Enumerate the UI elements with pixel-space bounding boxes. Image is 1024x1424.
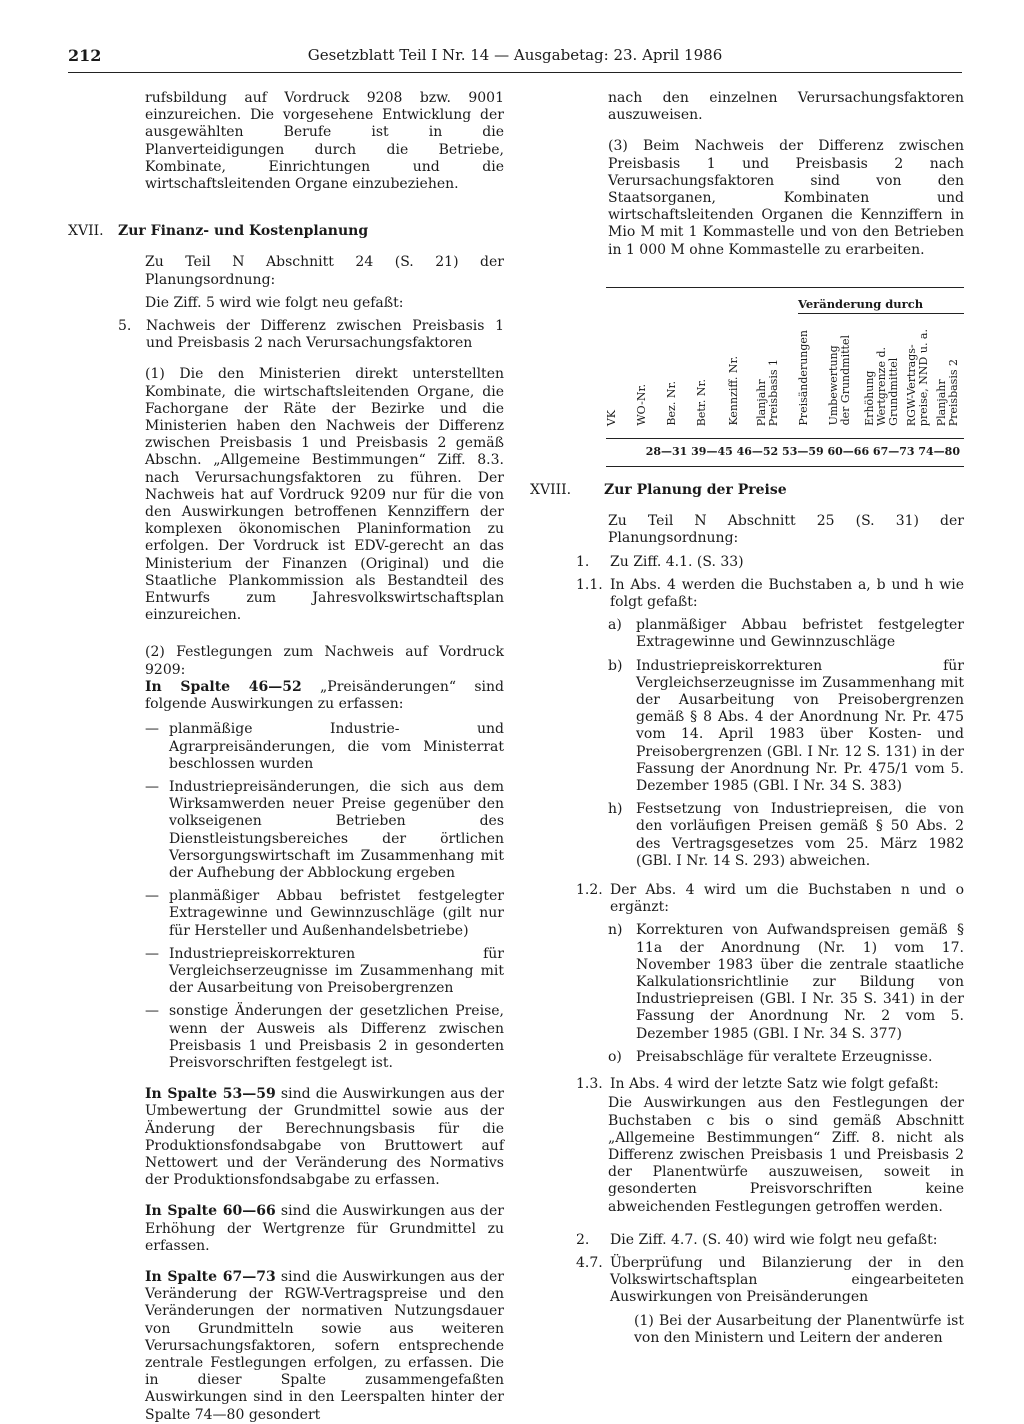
item-marker: h) (608, 801, 623, 818)
paragraph-3: (3) Beim Nachweis der Differenz zwischen Preisbasis 1 und Preisbasis 2 nach Verursachungsfaktoren sind von den Staatsorganen, Kombinaten und wirtschaftsleitenden Organen die Kennziffern in Mio M mit 1 Kommastelle und von den Betrieben in 1 000 M ohne Kommastelle zu erarbeiten. (608, 138, 964, 258)
left-column (68, 90, 504, 1424)
list-item-text: Industriepreiskorrekturen für Vergleichserzeugnisse im Zusammenhang mit der Ausarbeitung von Preisobergrenzen (169, 945, 504, 997)
item-a (530, 617, 964, 651)
spalte-text: sind die Auswirkungen aus der Umbewertung der Grundmittel sowie aus der Änderung der Berechnungsbasis für die Produktionsfondsabgabe von Bruttowert auf Nettowert und der Veränderung des Normativs der Produktionsfondsabgabe zu erfassen. (145, 1086, 504, 1189)
table-column-header: Erhöhung Wertgrenze d. Grundmittel (863, 346, 900, 426)
dash-marker: — (145, 888, 159, 905)
table-column-header: Betr. Nr. (695, 378, 708, 426)
spalte-ref: In Spalte 46—52 (145, 678, 302, 695)
item-marker: a) (608, 617, 622, 634)
item-marker: 1.3. (576, 1076, 603, 1093)
item-marker: n) (608, 922, 623, 939)
item-marker: 1. (576, 553, 590, 570)
item-text: Industriepreiskorrekturen für Vergleichserzeugnisse im Zusammenhang mit der Ausarbeitung von Preisobergrenzen gemäß § 8 Abs. 4 der Anordnung Nr. Pr. 475 vom 14. April 1983 über Kosten- und Preisobergrenzen (GBl. I Nr. 12 S. 131) in der Fassung der Anordnung Nr. Pr. 475/1 vom 5. Dezember 1985 (GBl. I Nr. 34 S. 383) (636, 657, 964, 795)
section-number: XVII. (68, 223, 104, 240)
spalte-67-paragraph (68, 1269, 504, 1424)
section-xviii (530, 482, 964, 1347)
dash-marker: — (145, 778, 159, 795)
item-n (530, 922, 964, 1042)
ziff-intro: Die Ziff. 5 wird wie folgt neu gefaßt: (145, 294, 404, 311)
item-marker: 1.2. (576, 882, 603, 899)
item-o (530, 1049, 964, 1066)
table-column-header: RGW-Vertrags- preise, NND u. a. (905, 328, 930, 426)
item-marker: 4.7. (576, 1254, 603, 1271)
dash-marker: — (145, 1003, 159, 1020)
intro-paragraph: rufsbildung auf Vordruck 9208 bzw. 9001 einzureichen. Die vorgesehene Entwicklung der ausgewählten Berufe ist in die Planverteidigungen durch die Betriebe, Kombinate, Einrichtungen und die wirtschaftsleitenden Organe einzubeziehen. (145, 90, 504, 193)
item-1-3-text: Die Auswirkungen aus den Festlegungen der Buchstaben c bis o sind gemäß Abschnitt „Allgemeine Bestimmungen“ Ziff. 8. nicht als Differenz zwischen Preisbasis 1 und Preisbasis 2 der Planentwürfe auszuweisen, soweit in gesonderten Preisvorschriften keine abweichenden Festlegungen getroffen werden. (608, 1095, 964, 1215)
spalte-text: sind die Auswirkungen aus der Veränderung der RGW-Vertragspreise und den Veränderungen der normativen Nutzungsdauer von Grundmitteln sowie aus weiteren Verursachungsfaktoren, sofern entsprechende zentrale Festlegungen erfolgen, zu erfassen. Die in dieser Spalte zusammengefaßten Auswirkungen sind in den Leerspalten hinter der Spalte 74—80 gesondert (145, 1268, 504, 1423)
item-text: In Abs. 4 wird der letzte Satz wie folgt gefaßt: (610, 1076, 939, 1093)
item-text: Festsetzung von Industriepreisen, die von den vorläufigen Preisen gemäß § 50 Abs. 2 des Vertragsgesetzes vom 25. März 1982 (GBl. I Nr. 14 S. 293) abweichen. (636, 801, 964, 869)
list-item-text: planmäßiger Abbau befristet festgelegter Extragewinne und Gewinnzuschläge (gilt nur für Hersteller und Außenhandelsbetriebe) (169, 888, 504, 939)
table-group-rule (798, 313, 964, 314)
right-column (530, 90, 964, 467)
list-item (145, 779, 504, 882)
table-column-header: Planjahr Preisbasis 1 (755, 358, 780, 426)
continuation-paragraph: nach den einzelnen Verursachungsfaktoren auszuweisen. (608, 90, 964, 124)
page-number: 212 (68, 46, 102, 65)
item-text: Der Abs. 4 wird um die Buchstaben n und o ergänzt: (610, 882, 964, 916)
spalte-ref: In Spalte 67—73 (145, 1268, 276, 1285)
item-b (530, 658, 964, 796)
table-column-header: Planjahr Preisbasis 2 (935, 358, 960, 426)
spalte-text: „Preisänderungen“ sind folgende Auswirkungen zu erfassen: (145, 678, 504, 713)
table-column-header: Kennziff. Nr. (727, 356, 740, 426)
list-item (145, 721, 504, 773)
list-item (145, 888, 504, 940)
item-marker: o) (608, 1048, 622, 1065)
item-1-1 (530, 577, 964, 611)
section-xvii-heading (68, 223, 504, 240)
reference-line: Zu Teil N Abschnitt 25 (S. 31) der Planungsordnung: (608, 513, 964, 547)
table-column-header: Preisänderungen (797, 330, 810, 426)
table-column-header: VK (605, 409, 618, 426)
spalte-53-paragraph (68, 1086, 504, 1189)
item-5 (68, 318, 504, 352)
section-xviii-heading (530, 482, 964, 499)
dash-list (68, 721, 504, 1072)
list-item (145, 946, 504, 998)
paragraph-2-body (145, 679, 504, 713)
list-item-text: sonstige Änderungen der gesetzlichen Preise, wenn der Ausweis als Differenz zwischen Preisbasis 1 und Preisbasis 2 in gesonderten Preisvorschriften festgelegt ist. (169, 1003, 504, 1071)
paragraph-2-intro: (2) Festlegungen zum Nachweis auf Vordruck 9209: (145, 644, 504, 678)
page-header (68, 46, 962, 72)
item-1-3 (530, 1076, 964, 1093)
section-number: XVIII. (530, 482, 572, 498)
item-1 (530, 554, 964, 571)
item-text: planmäßiger Abbau befristet festgelegter Extragewinne und Gewinnzuschläge (636, 617, 964, 651)
item-2 (530, 1232, 964, 1249)
item-text: Die Ziff. 4.7. (S. 40) wird wie folgt neu gefaßt: (610, 1231, 938, 1248)
item-text: Zu Ziff. 4.1. (S. 33) (610, 553, 744, 570)
table-column-header: WO-Nr. (635, 384, 648, 426)
item-marker: 5. (118, 318, 132, 335)
table-column-header: Bez. Nr. (665, 381, 678, 426)
table-column-ranges: 28—31 39—45 46—52 53—59 60—66 67—73 74—80 (645, 444, 960, 458)
spalte-text: sind die Auswirkungen aus der Erhöhung der Wertgrenze für Grundmittel zu erfassen. (145, 1203, 504, 1254)
form-table (606, 287, 964, 467)
item-text: Nachweis der Differenz zwischen Preisbasis 1 und Preisbasis 2 nach Verursachungsfaktoren (146, 318, 504, 352)
paragraph-2 (68, 644, 504, 713)
item-marker: 2. (576, 1231, 590, 1248)
table-column-header: Umbewertung der Grundmittel (827, 335, 852, 426)
paragraph-1: (1) Die den Ministerien direkt unterstellten Kombinate, die wirtschaftsleitenden Organe, die Fachorgane der Räte der Bezirke und die Ministerien haben den Nachweis der Differenz zwischen Preisbasis 1 und Preisbasis 2 gemäß Abschn. „Allgemeine Bestimmungen“ Ziff. 8.3. nach Verursachungsfaktoren zu führen. Der Nachweis hat auf Vordruck 9209 nur für die von den Auswirkungen betroffenen Kennziffern der komplexen ökonomischen Planinformation zu erfolgen. Der Vordruck ist EDV-gerecht an das Ministerium der Finanzen (Original) und die Staatliche Plankommission als Bestandteil des Entwurfs zum Jahresvolkswirtschaftsplan einzureichen. (145, 366, 504, 624)
item-text: Korrekturen von Aufwandspreisen gemäß § 11a der Anordnung (Nr. 1) vom 17. November 1983 über die zentrale staatliche Kalkulationsrichtlinie zur Bildung von Industriepreisen (GBl. I Nr. 35 S. 341) in der Fassung der Anordnung Nr. 2 vom 5. Dezember 1985 (GBl. I Nr. 34 S. 377) (636, 922, 964, 1042)
item-4-7 (530, 1255, 964, 1307)
table-header-rule (606, 438, 964, 439)
section-title: Zur Finanz- und Kostenplanung (118, 223, 369, 240)
item-1-2 (530, 882, 964, 916)
item-marker: b) (608, 657, 623, 674)
item-4-7-paragraph: (1) Bei der Ausarbeitung der Planentwürfe ist von den Ministern und Leitern der anderen (634, 1312, 964, 1346)
dash-marker: — (145, 721, 159, 738)
spalte-60-paragraph (68, 1203, 504, 1255)
spalte-ref: In Spalte 60—66 (145, 1203, 276, 1220)
running-title: Gesetzblatt Teil I Nr. 14 — Ausgabetag: 23. April 1986 (307, 46, 723, 64)
dash-marker: — (145, 945, 159, 962)
list-item (145, 1003, 504, 1072)
list-item-text: planmäßige Industrie- und Agrarpreisänderungen, die vom Ministerrat beschlossen wurden (169, 721, 504, 772)
item-text: In Abs. 4 werden die Buchstaben a, b und h wie folgt gefaßt: (610, 576, 964, 611)
spalte-ref: In Spalte 53—59 (145, 1086, 276, 1103)
section-title: Zur Planung der Preise (604, 482, 787, 498)
item-h (530, 801, 964, 870)
item-text: Überprüfung und Bilanzierung der in den Volkswirtschaftsplan eingearbeiteten Auswirkungen von Preisänderungen (610, 1254, 964, 1306)
list-item-text: Industriepreisänderungen, die sich aus dem Wirksamwerden neuer Preise gegenüber den volkseigenen Betrieben des Dienstleistungsbereiches der örtlichen Versorgungswirtschaft im Zusammenhang mit der Aufhebung der Abblockung ergeben (169, 778, 504, 881)
header-rule (68, 72, 962, 73)
reference-line: Zu Teil N Abschnitt 24 (S. 21) der Planungsordnung: (145, 254, 504, 288)
item-marker: 1.1. (576, 576, 603, 593)
item-text: Preisabschläge für veraltete Erzeugnisse. (636, 1048, 933, 1065)
table-group-heading: Veränderung durch (798, 296, 924, 311)
